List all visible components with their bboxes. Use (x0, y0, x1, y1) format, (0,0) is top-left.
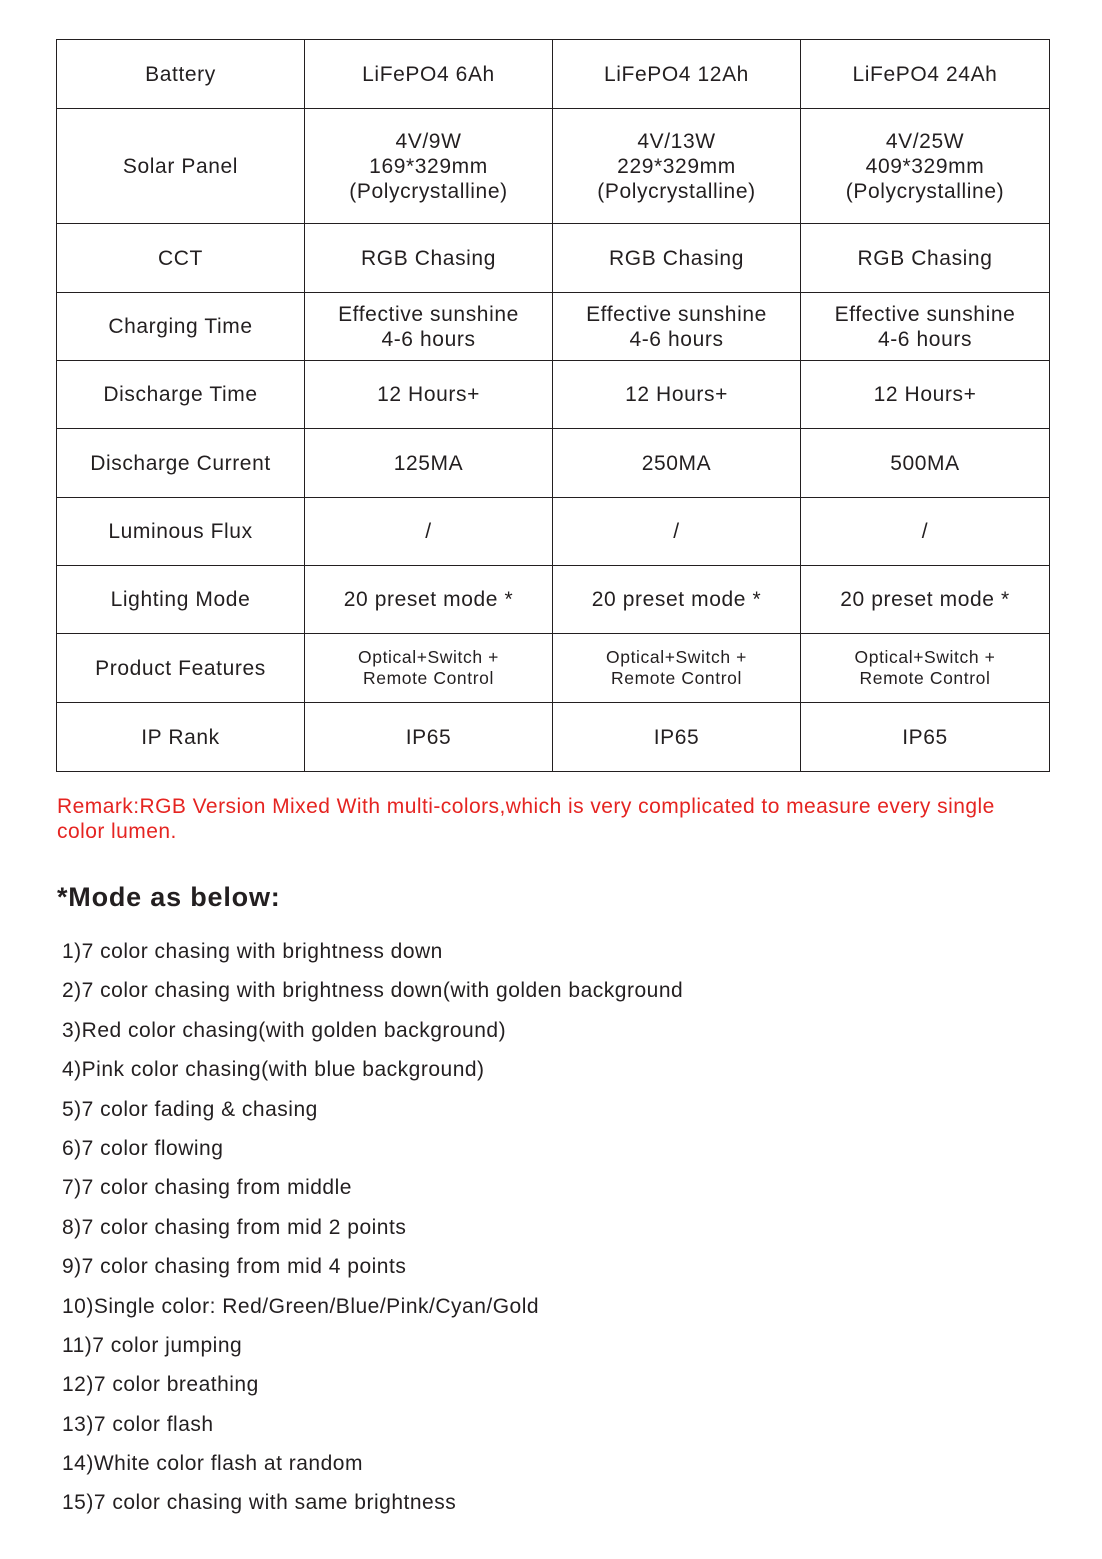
row-label: Battery (57, 40, 305, 109)
table-cell: LiFePO4 12Ah (553, 40, 801, 109)
table-cell: 500MA (801, 429, 1050, 498)
table-cell: Optical+Switch + Remote Control (305, 634, 553, 703)
modes-heading: *Mode as below: (57, 882, 281, 912)
table-cell: 12 Hours+ (553, 361, 801, 429)
list-item: 4)Pink color chasing(with blue background) (62, 1058, 485, 1082)
list-item: 8)7 color chasing from mid 2 points (62, 1215, 407, 1239)
spec-table (56, 39, 1050, 772)
list-item: 3)Red color chasing(with golden background) (62, 1018, 507, 1042)
table-cell: Optical+Switch + Remote Control (553, 634, 801, 703)
table-row-luminous-flux (57, 498, 1050, 566)
list-item: 7)7 color chasing from middle (62, 1176, 352, 1200)
list-item: 6)7 color flowing (62, 1136, 224, 1160)
table-row-solar-panel (57, 109, 1050, 224)
list-item: 14)White color flash at random (62, 1452, 363, 1476)
table-cell: 250MA (553, 429, 801, 498)
list-item: 5)7 color fading & chasing (62, 1097, 318, 1121)
list-item: 9)7 color chasing from mid 4 points (62, 1255, 407, 1279)
remark-note: Remark:RGB Version Mixed With multi-colors,which is very complicated to measure every single color lumen. (57, 795, 995, 843)
table-cell: 4V/13W 229*329mm (Polycrystalline) (553, 109, 801, 224)
table-cell: 12 Hours+ (305, 361, 553, 429)
table-cell: 4V/25W 409*329mm (Polycrystalline) (801, 109, 1050, 224)
table-row-discharge-time (57, 361, 1050, 429)
table-cell: IP65 (801, 703, 1050, 772)
table-cell: 20 preset mode * (801, 566, 1050, 634)
table-cell: RGB Chasing (801, 224, 1050, 293)
table-cell: LiFePO4 6Ah (305, 40, 553, 109)
table-cell: / (553, 498, 801, 566)
table-cell: Effective sunshine 4-6 hours (553, 293, 801, 361)
row-label: Discharge Time (57, 361, 305, 429)
table-cell: 20 preset mode * (305, 566, 553, 634)
list-item: 12)7 color breathing (62, 1373, 259, 1397)
table-cell: RGB Chasing (553, 224, 801, 293)
table-row-discharge-current (57, 429, 1050, 498)
table-cell: Effective sunshine 4-6 hours (305, 293, 553, 361)
table-cell: RGB Chasing (305, 224, 553, 293)
table-cell: 12 Hours+ (801, 361, 1050, 429)
table-row-lighting-mode (57, 566, 1050, 634)
modes-list (62, 937, 683, 1528)
row-label: Charging Time (57, 293, 305, 361)
list-item: 15)7 color chasing with same brightness (62, 1491, 457, 1515)
table-cell: 20 preset mode * (553, 566, 801, 634)
table-row-battery (57, 40, 1050, 109)
table-row-ip-rank (57, 703, 1050, 772)
table-cell: IP65 (553, 703, 801, 772)
list-item: 11)7 color jumping (62, 1333, 243, 1357)
table-cell: IP65 (305, 703, 553, 772)
list-item: 2)7 color chasing with brightness down(with golden background (62, 979, 684, 1003)
row-label: Solar Panel (57, 109, 305, 224)
table-cell: Optical+Switch + Remote Control (801, 634, 1050, 703)
row-label: CCT (57, 224, 305, 293)
table-row-charging-time (57, 293, 1050, 361)
row-label: Lighting Mode (57, 566, 305, 634)
table-cell: / (305, 498, 553, 566)
row-label: Product Features (57, 634, 305, 703)
table-cell: 4V/9W 169*329mm (Polycrystalline) (305, 109, 553, 224)
table-cell: LiFePO4 24Ah (801, 40, 1050, 109)
table-row-cct (57, 224, 1050, 293)
table-cell: / (801, 498, 1050, 566)
table-cell: 125MA (305, 429, 553, 498)
table-cell: Effective sunshine 4-6 hours (801, 293, 1050, 361)
list-item: 10)Single color: Red/Green/Blue/Pink/Cyan/Gold (62, 1294, 540, 1318)
list-item: 13)7 color flash (62, 1412, 214, 1436)
row-label: IP Rank (57, 703, 305, 772)
list-item: 1)7 color chasing with brightness down (62, 940, 443, 963)
row-label: Luminous Flux (57, 498, 305, 566)
table-row-product-features (57, 634, 1050, 703)
row-label: Discharge Current (57, 429, 305, 498)
